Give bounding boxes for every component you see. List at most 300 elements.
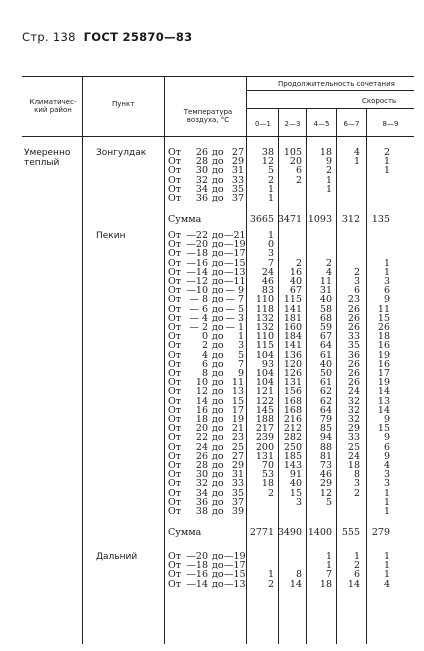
temp-prefix: От [168,312,182,324]
cell-value: 40 [319,294,332,306]
cell-value: 1 [325,183,332,195]
temp-to: 13 [231,386,244,398]
temp-from: — 6 [189,303,208,315]
temp-from: 36 [195,496,208,508]
temp-to: —19 [224,551,246,562]
cell-value: 18 [319,147,332,158]
cell-value: 26 [347,377,360,389]
cell-value: 15 [289,487,302,499]
temp-prefix: От [168,285,182,297]
temp-to: —17 [224,248,246,260]
cell-value: 5 [267,165,274,177]
cell-value: 110 [255,331,274,343]
temp-from: — 8 [189,294,208,306]
cell-value: 1 [267,569,274,581]
temp-prefix: От [168,487,182,499]
cell-value: 105 [283,147,302,158]
col-header-region: Климатичес- кий район [29,98,77,114]
temp-from: 30 [195,165,208,177]
temp-mid: до [212,432,224,444]
sum-label: Сумма [168,214,202,226]
temp-from: —18 [186,248,208,260]
cell-value: 12 [319,487,332,499]
cell-value: 12 [261,156,274,168]
cell-value: 4 [383,578,390,590]
cell-value: 19 [377,349,390,361]
temp-mid: до [212,230,224,241]
temp-prefix: От [168,414,182,425]
temp-prefix: От [168,358,182,370]
cell-value: 79 [319,414,332,425]
temp-mid: до [212,569,224,581]
cell-value: 32 [347,414,360,425]
sum-value: 135 [371,214,390,226]
temp-prefix: От [168,551,182,562]
cell-value: 61 [319,349,332,361]
cell-value: 2 [353,266,360,278]
cell-value: 24 [347,386,360,398]
cell-value: 88 [319,441,332,453]
cell-value: 40 [319,358,332,370]
temp-mid: до [212,414,224,425]
cell-value: 6 [295,165,302,177]
cell-value: 14 [347,578,360,590]
cell-value: 3 [383,276,390,287]
cell-value: 26 [347,368,360,379]
cell-value: 23 [347,294,360,306]
temp-prefix: От [168,469,182,481]
cell-value: 3 [353,276,360,287]
cell-value: 53 [261,469,274,481]
cell-value: 14 [377,386,390,398]
cell-value: 24 [347,450,360,462]
temp-prefix: От [168,441,182,453]
temp-from: 22 [195,432,208,444]
temp-prefix: От [168,174,182,186]
cell-value: 1 [267,183,274,195]
temp-to: —13 [224,266,246,278]
temp-to: 29 [231,460,244,471]
temp-prefix: От [168,450,182,462]
page-header [22,30,192,44]
temp-mid: до [212,460,224,471]
cell-value: 20 [289,156,302,168]
temp-to: — 3 [225,312,244,324]
sum-value: 312 [341,214,360,226]
temp-from: 26 [195,147,208,158]
temp-mid: до [212,193,224,204]
cell-value: 8 [353,469,360,481]
temp-from: —16 [186,569,208,581]
cell-value: 160 [283,322,302,333]
temp-mid: до [212,496,224,508]
speed-rule [246,108,414,109]
cell-value: 15 [377,423,390,435]
cell-value: 1 [267,193,274,204]
cell-value: 141 [283,303,302,315]
cell-value: 32 [347,395,360,407]
cell-value: 1 [383,569,390,581]
temp-prefix: От [168,183,182,195]
cell-value: 115 [283,294,302,306]
temp-to: 31 [231,165,244,177]
cell-value: 131 [283,377,302,389]
cell-value: 239 [255,432,274,444]
cell-value: 31 [319,285,332,297]
cell-value: 94 [319,432,332,444]
temp-mid: до [212,257,224,269]
col-divider-1 [82,76,83,644]
cell-value: 141 [283,340,302,352]
temp-prefix: От [168,386,182,398]
temp-to: —21 [224,230,246,241]
cell-value: 168 [283,404,302,416]
cell-value: 131 [255,450,274,462]
cell-value: 62 [319,395,332,407]
temp-from: —14 [186,578,208,590]
speed-col-2: 4—5 [313,120,330,128]
temp-mid: до [212,450,224,462]
station-name: Зонгулдак [96,148,147,158]
temp-to: 5 [237,349,244,361]
temp-mid: до [212,239,224,251]
temp-from: 10 [195,377,208,389]
temp-from: —14 [186,266,208,278]
cell-value: 6 [383,441,390,453]
page-number: Стр. 138 [22,30,76,44]
temp-from: 38 [195,506,208,517]
temp-prefix: От [168,478,182,490]
temp-prefix: От [168,423,182,435]
temp-mid: до [212,340,224,352]
temp-to: — 1 [225,322,244,333]
temp-prefix: От [168,404,182,416]
cell-value: 1 [383,496,390,508]
cell-value: 70 [261,460,274,471]
duration-rule [246,90,414,91]
cell-value: 18 [347,460,360,471]
temp-to: 29 [231,156,244,168]
temp-to: 19 [231,414,244,425]
sum-value: 1093 [307,214,332,226]
cell-value: 3 [295,496,302,508]
temp-mid: до [212,423,224,435]
temp-to: —11 [224,276,246,287]
temp-from: —10 [186,285,208,297]
temp-to: 27 [231,147,244,158]
cell-value: 29 [319,478,332,490]
temp-to: 17 [231,404,244,416]
temp-to: —19 [224,239,246,251]
cell-value: 11 [319,276,332,287]
temp-mid: до [212,487,224,499]
cell-value: 0 [267,239,274,251]
temp-prefix: От [168,560,182,572]
temp-to: 11 [231,377,244,389]
temp-to: 31 [231,469,244,481]
temp-from: — 4 [189,312,208,324]
temp-prefix: От [168,193,182,204]
cell-value: 143 [283,460,302,471]
cell-value: 1 [383,156,390,168]
temp-to: 33 [231,174,244,186]
temp-mid: до [212,551,224,562]
cell-value: 6 [383,285,390,297]
cell-value: 185 [283,450,302,462]
temp-prefix: От [168,303,182,315]
temp-mid: до [212,276,224,287]
cell-value: 115 [255,340,274,352]
cell-value: 16 [377,358,390,370]
cell-value: 1 [325,551,332,562]
temp-from: 20 [195,423,208,435]
cell-value: 85 [319,423,332,435]
cell-value: 5 [325,496,332,508]
temp-to: 27 [231,450,244,462]
temp-to: 35 [231,487,244,499]
cell-value: 26 [347,358,360,370]
cell-value: 40 [289,478,302,490]
cell-value: 73 [319,460,332,471]
speed-col-4: 8—9 [382,120,399,128]
temp-from: —22 [186,230,208,241]
cell-value: 1 [353,156,360,168]
cell-value: 121 [255,386,274,398]
cell-value: 1 [383,266,390,278]
cell-value: 62 [319,386,332,398]
cell-value: 2 [267,487,274,499]
cell-value: 2 [325,165,332,177]
cell-value: 1 [383,506,390,517]
cell-value: 2 [383,147,390,158]
temp-mid: до [212,404,224,416]
temp-prefix: От [168,578,182,590]
temp-from: 28 [195,156,208,168]
cell-value: 24 [261,266,274,278]
cell-value: 132 [255,322,274,333]
cell-value: 26 [347,312,360,324]
temp-to: 35 [231,183,244,195]
cell-value: 3 [267,248,274,260]
cell-value: 19 [377,377,390,389]
station-name: Дальний [96,552,138,562]
temp-prefix: От [168,266,182,278]
cell-value: 3 [383,469,390,481]
temp-to: 39 [231,506,244,517]
temp-from: 28 [195,460,208,471]
temp-prefix: От [168,432,182,444]
speed-col-1: 2—3 [284,120,301,128]
cell-value: 104 [255,377,274,389]
region-label: Умеренно теплый [24,148,71,168]
cell-value: 64 [319,404,332,416]
temp-mid: до [212,386,224,398]
temp-prefix: От [168,230,182,241]
cell-value: 1 [353,551,360,562]
table-top-rule [22,76,414,77]
temp-mid: до [212,506,224,517]
temp-mid: до [212,183,224,195]
temp-prefix: От [168,460,182,471]
temp-prefix: От [168,322,182,333]
temp-prefix: От [168,496,182,508]
sum-value: 279 [371,527,390,539]
cell-value: 9 [383,414,390,425]
temp-to: 25 [231,441,244,453]
col-header-duration: Продолжительность сочетания [278,80,395,88]
cell-value: 2 [267,578,274,590]
temp-mid: до [212,294,224,306]
temp-to: —15 [224,569,246,581]
cell-value: 1 [325,174,332,186]
cell-value: 9 [383,432,390,444]
temp-mid: до [212,322,224,333]
temp-from: 24 [195,441,208,453]
cell-value: 120 [283,358,302,370]
cell-value: 40 [289,276,302,287]
temp-prefix: От [168,156,182,168]
temp-mid: до [212,368,224,379]
station-name: Пекин [96,231,126,241]
cell-value: 9 [383,450,390,462]
document-code: ГОСТ 25870—83 [83,30,193,44]
cell-value: 156 [283,386,302,398]
cell-value: 38 [261,147,274,158]
temp-prefix: От [168,276,182,287]
cell-value: 36 [347,349,360,361]
temp-from: 4 [201,349,208,361]
cell-value: 110 [255,294,274,306]
temp-to: 23 [231,432,244,444]
temp-mid: до [212,147,224,158]
temp-from: 34 [195,487,208,499]
cell-value: 25 [347,441,360,453]
cell-value: 2 [295,174,302,186]
col-header-speed: Скорость [362,97,397,105]
cell-value: 18 [377,331,390,343]
cell-value: 68 [319,312,332,324]
cell-value: 250 [283,441,302,453]
temp-from: 16 [195,404,208,416]
cell-value: 9 [383,294,390,306]
temp-prefix: От [168,377,182,389]
temp-from: 12 [195,386,208,398]
temp-from: —16 [186,257,208,269]
temp-mid: до [212,312,224,324]
temp-mid: до [212,248,224,260]
temp-from: 26 [195,450,208,462]
cell-value: 4 [353,147,360,158]
cell-value: 4 [383,460,390,471]
cell-value: 104 [255,368,274,379]
cell-value: 93 [261,358,274,370]
sum-value: 3471 [277,214,302,226]
temp-to: 37 [231,496,244,508]
cell-value: 200 [255,441,274,453]
cell-value: 64 [319,340,332,352]
temp-mid: до [212,441,224,453]
cell-value: 1 [383,165,390,177]
cell-value: 104 [255,349,274,361]
cell-value: 14 [377,404,390,416]
temp-mid: до [212,349,224,361]
speed-col-3: 6—7 [343,120,360,128]
temp-from: 30 [195,469,208,481]
cell-value: 1 [383,551,390,562]
cell-value: 13 [377,395,390,407]
cell-value: 122 [255,395,274,407]
cell-value: 4 [325,266,332,278]
header-bottom-rule [22,136,414,137]
cell-value: 7 [267,257,274,269]
cell-value: 132 [255,312,274,324]
temp-to: 1 [237,331,244,343]
cell-value: 8 [295,569,302,581]
temp-from: —18 [186,560,208,572]
cell-value: 217 [255,423,274,435]
cell-value: 26 [347,322,360,333]
cell-value: 7 [325,569,332,581]
temp-mid: до [212,331,224,343]
cell-value: 61 [319,377,332,389]
temp-mid: до [212,266,224,278]
cell-value: 18 [319,578,332,590]
cell-value: 6 [353,285,360,297]
temp-to: —17 [224,560,246,572]
temp-mid: до [212,578,224,590]
col-header-temp: Температура воздуха, °С [183,108,233,124]
temp-prefix: От [168,248,182,260]
temp-to: — 7 [225,294,244,306]
temp-mid: до [212,303,224,315]
temp-to: 33 [231,478,244,490]
temp-prefix: От [168,147,182,158]
sum-value: 2771 [249,527,274,539]
temp-from: — 2 [189,322,208,333]
cell-value: 17 [377,368,390,379]
temp-to: — 9 [225,285,244,297]
temp-to: —15 [224,257,246,269]
temp-from: 36 [195,193,208,204]
sum-value: 555 [341,527,360,539]
temp-mid: до [212,285,224,297]
cell-value: 50 [319,368,332,379]
temp-mid: до [212,156,224,168]
temp-to: 9 [237,368,244,379]
cell-value: 118 [255,303,274,315]
cell-value: 2 [353,560,360,572]
cell-value: 81 [319,450,332,462]
cell-value: 126 [283,368,302,379]
temp-to: — 5 [225,303,244,315]
cell-value: 2 [295,257,302,269]
temp-to: —13 [224,578,246,590]
temp-to: 3 [237,340,244,352]
temp-mid: до [212,358,224,370]
col-header-point: Пункт [112,100,135,108]
cell-value: 1 [383,487,390,499]
col-divider-2 [164,76,165,644]
cell-value: 9 [325,156,332,168]
temp-mid: до [212,469,224,481]
temp-prefix: От [168,331,182,343]
cell-value: 145 [255,404,274,416]
temp-from: 14 [195,395,208,407]
sum-value: 3665 [249,214,274,226]
cell-value: 35 [347,340,360,352]
cell-value: 184 [283,331,302,343]
temp-prefix: От [168,506,182,517]
